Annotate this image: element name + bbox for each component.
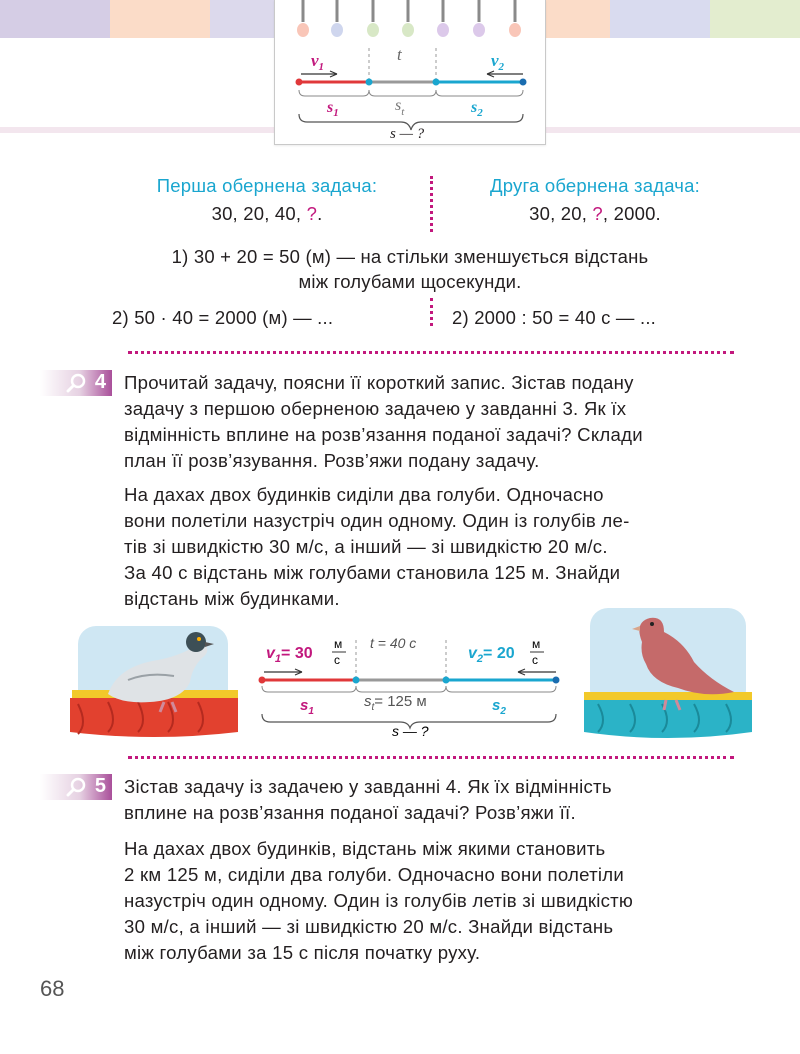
- text-line: задачу з першою оберненою задачею у завданні 3. Як їх: [124, 398, 627, 419]
- start-point: [296, 79, 303, 86]
- ring-hole: [437, 23, 449, 37]
- solution-step-1-line-1: 1) 30 + 20 = 50 (м) — на стільки зменшується відстань: [171, 246, 649, 267]
- text-line: Зістав задачу із задачею у завданні 4. Як їх відмінність: [124, 776, 612, 797]
- text-line: тів зі швидкістю 30 м/с, а інший — зі швидкістю 20 м/с.: [124, 536, 608, 557]
- second-inverse-values: 30, 20, ?, 2000.: [529, 203, 661, 224]
- solution-step-2-right: 2) 2000 : 50 = 40 с — ...: [452, 307, 656, 328]
- ring-hole: [297, 23, 309, 37]
- v1-label: $v_1$: [311, 51, 325, 73]
- header-band-1: [0, 0, 110, 38]
- left-pigeon-illustration: [68, 620, 238, 740]
- mid-point-right: [433, 79, 440, 86]
- text-line: На дахах двох будинків, відстань між якими становить: [124, 838, 606, 859]
- motion-diagram-notebook: [274, 0, 546, 145]
- mid-point-left: [353, 677, 360, 684]
- task-5-instruction: [124, 774, 744, 826]
- solution-step-1-line-2: між голубами щосекунди.: [298, 271, 522, 292]
- s1-label: $s_1$: [300, 697, 314, 717]
- inverse-divider: [430, 176, 433, 232]
- spiral-rings: [297, 0, 521, 37]
- v2-unit-numerator: м: [532, 637, 541, 651]
- header-band-3: [210, 0, 274, 38]
- first-inverse-title: Перша обернена задача:: [156, 175, 378, 196]
- s1-label: $s_1$: [327, 99, 339, 119]
- ring-hole: [331, 23, 343, 37]
- magnifier-icon: [66, 373, 86, 393]
- st-label: $s_t= 125$ м: [364, 693, 427, 713]
- v2-label: $v_2$: [491, 51, 505, 73]
- page-number: 68: [40, 976, 65, 1001]
- s2-label: $s_2$: [492, 697, 506, 717]
- section-separator: [128, 756, 734, 759]
- text-line: відмінність вплине на розв’язання поданої задачі? Склади: [124, 424, 643, 445]
- st-label: $s_t$: [395, 97, 405, 118]
- task-4-instruction: [124, 370, 744, 474]
- ring-hole: [402, 23, 414, 37]
- text-line: вплине на розв’язання поданої задачі? Розв’яжи її.: [124, 802, 576, 823]
- ring-hole: [367, 23, 379, 37]
- solution-divider: [430, 298, 433, 326]
- mid-point-right: [443, 677, 450, 684]
- s-total-label: s — ?: [390, 126, 425, 142]
- end-point: [553, 677, 560, 684]
- section-separator: [128, 351, 734, 354]
- ring-hole: [473, 23, 485, 37]
- motion-diagram: [275, 0, 545, 144]
- header-band-5: [610, 0, 710, 38]
- v1-unit-denominator: с: [334, 653, 340, 667]
- start-point: [259, 677, 266, 684]
- header-band-6: [710, 0, 800, 38]
- text-line: 2 км 125 м, сиділи два голуби. Одночасно вони полетіли: [124, 864, 625, 885]
- first-inverse-values: 30, 20, 40, ?.: [211, 203, 323, 224]
- header-band-2: [110, 0, 210, 38]
- end-point: [520, 79, 527, 86]
- task-4-diagram: [252, 628, 572, 740]
- t-label: t: [397, 45, 402, 64]
- task-4-badge: [40, 370, 112, 396]
- magnifier-icon: [66, 777, 86, 797]
- header-band-4: [544, 0, 610, 38]
- v2-label: $v_2= 20$: [468, 645, 515, 665]
- text-line: За 40 с відстань між голубами становила 125 м. Знайди: [124, 562, 621, 583]
- solution-step-2-left: 2) 50 · 40 = 2000 (м) — ...: [112, 307, 334, 328]
- text-line: назустріч один одному. Один із голубів летів зі швидкістю: [124, 890, 634, 911]
- task-5-number: 5: [94, 775, 106, 797]
- ring-hole: [509, 23, 521, 37]
- second-inverse-title: Друга обернена задача:: [490, 175, 700, 196]
- text-line: Прочитай задачу, поясни її короткий запис. Зістав подану: [124, 372, 634, 393]
- v1-unit-numerator: м: [334, 637, 343, 651]
- s2-label: $s_2$: [471, 99, 483, 119]
- text-line: вони полетіли назустріч один одному. Один із голубів ле-: [124, 510, 630, 531]
- v1-label: $v_1= 30$: [266, 645, 313, 665]
- mid-point-left: [366, 79, 373, 86]
- right-pigeon-illustration: [584, 604, 752, 740]
- task-5-badge: [40, 774, 112, 800]
- task-4-number: 4: [94, 371, 106, 393]
- task-4-problem: [124, 482, 744, 612]
- text-line: відстань між будинками.: [124, 588, 340, 609]
- s-total-label: s — ?: [392, 723, 429, 739]
- text-line: На дахах двох будинків сиділи два голуби. Одночасно: [124, 484, 604, 505]
- task-5-problem: [124, 836, 744, 966]
- t-label: t = 40 с: [370, 635, 417, 651]
- text-line: 30 м/с, а інший — зі швидкістю 20 м/с. Знайди відстань: [124, 916, 614, 937]
- text-line: між голубами за 15 с після початку руху.: [124, 942, 481, 963]
- v2-unit-denominator: с: [532, 653, 538, 667]
- text-line: план її розв’язування. Розв’яжи подану задачу.: [124, 450, 540, 471]
